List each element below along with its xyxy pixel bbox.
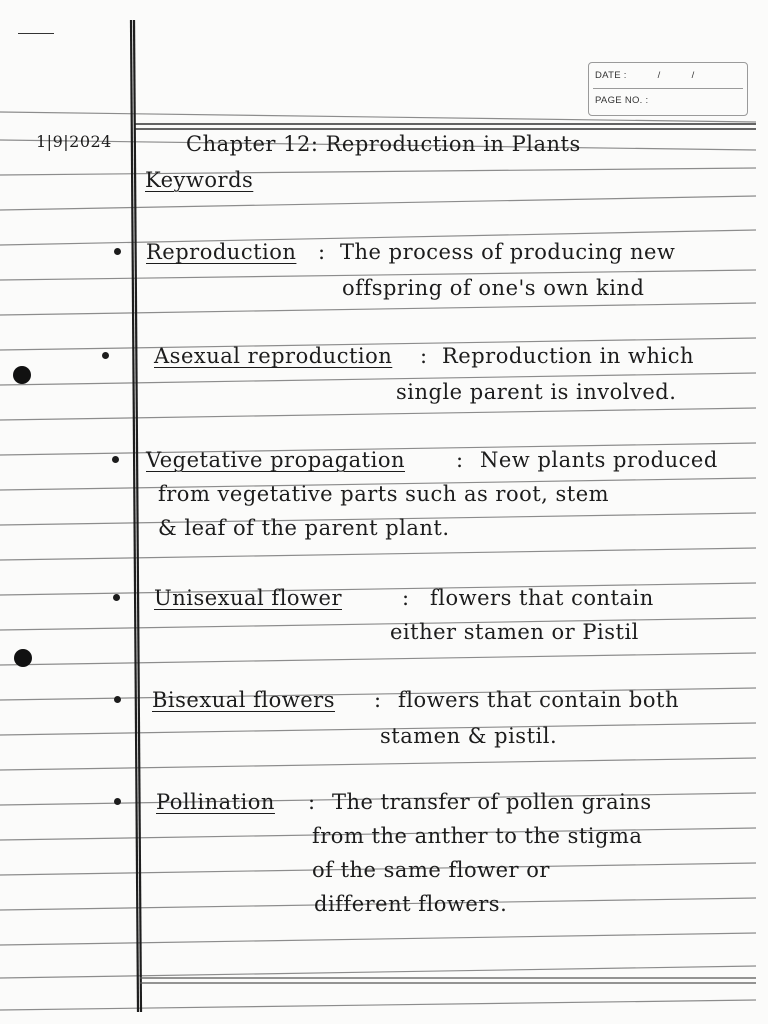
definition-line: of the same flower or — [312, 858, 550, 882]
binder-hole-lower — [14, 649, 32, 667]
date-page-box — [588, 62, 748, 116]
keyword-term: Reproduction — [146, 240, 297, 264]
definition-line: from vegetative parts such as root, stem — [158, 482, 610, 506]
definition-separator: : — [402, 586, 410, 610]
bullet-point — [102, 352, 109, 359]
definition-separator: : — [308, 790, 316, 814]
definition-line: flowers that contain — [430, 586, 654, 610]
footer-double-rule — [140, 978, 756, 983]
definition-line: The process of producing new — [340, 240, 676, 264]
definition-separator: : — [420, 344, 428, 368]
keyword-term: Bisexual flowers — [152, 688, 335, 712]
definition-separator: : — [374, 688, 382, 712]
box-divider — [593, 88, 743, 89]
corner-mark — [18, 33, 54, 34]
date-slash: / — [657, 70, 661, 81]
binder-hole-upper — [13, 366, 31, 384]
definition-line: single parent is involved. — [396, 380, 677, 404]
keyword-term: Unisexual flower — [154, 586, 342, 610]
definition-line: stamen & pistil. — [380, 724, 558, 748]
date-field — [595, 66, 695, 86]
margin-line — [131, 20, 141, 1012]
bullet-point — [114, 798, 121, 805]
definition-line: & leaf of the parent plant. — [158, 516, 450, 540]
keyword-term: Asexual reproduction — [154, 344, 393, 368]
chapter-title: Chapter 12: Reproduction in Plants — [186, 132, 581, 156]
bullet-point — [112, 456, 119, 463]
date-slash: / — [691, 70, 695, 81]
definition-line: offspring of one's own kind — [342, 276, 645, 300]
definition-line: either stamen or Pistil — [390, 620, 639, 644]
definition-line: Reproduction in which — [442, 344, 695, 368]
bullet-point — [114, 248, 121, 255]
keywords-heading: Keywords — [145, 168, 254, 192]
definition-line: different flowers. — [314, 892, 508, 916]
page-no-label: PAGE NO. : — [595, 95, 649, 106]
date-label: DATE : — [595, 70, 627, 81]
keyword-term: Vegetative propagation — [146, 448, 405, 472]
keyword-term: Pollination — [156, 790, 275, 814]
definition-separator: : — [456, 448, 464, 472]
definition-line: from the anther to the stigma — [312, 824, 643, 848]
definition-line: The transfer of pollen grains — [332, 790, 652, 814]
bullet-point — [114, 696, 121, 703]
note-date: 1|9|2024 — [36, 132, 112, 151]
definition-line: flowers that contain both — [398, 688, 679, 712]
definition-line: New plants produced — [480, 448, 718, 472]
bullet-point — [113, 594, 120, 601]
page-no-field — [595, 91, 649, 111]
definition-separator: : — [318, 240, 326, 264]
header-double-rule — [134, 124, 756, 129]
